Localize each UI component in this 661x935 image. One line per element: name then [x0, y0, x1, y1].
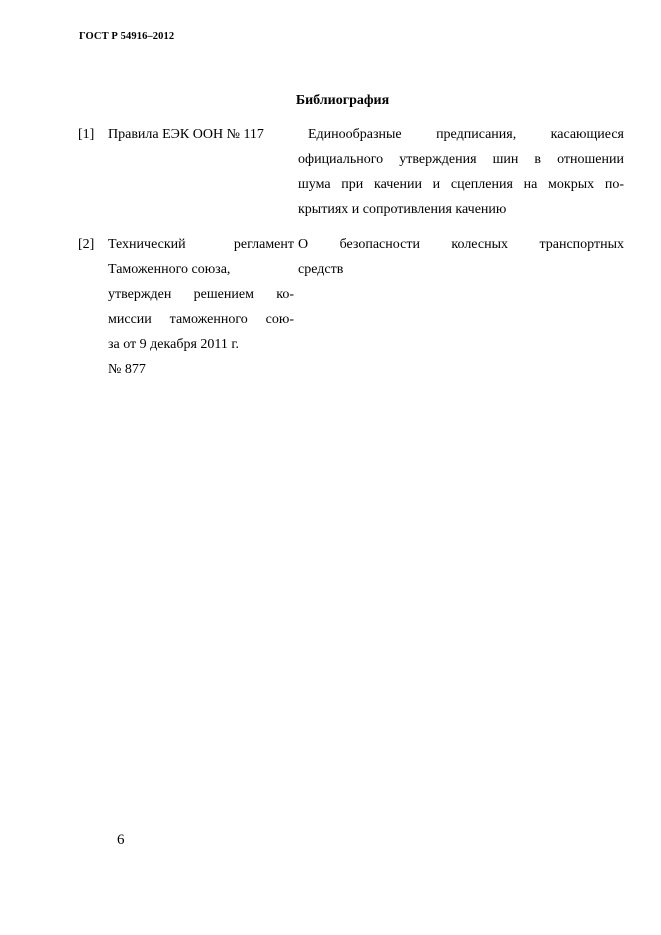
ref-description-2-line: средств: [298, 262, 344, 277]
ref-source-2-line: миссии таможенного сою-: [108, 312, 294, 327]
bibliography-title: Библиография: [295, 93, 390, 108]
ref-description-1-line: шума при качении и сцепления на мокрых по-: [298, 177, 624, 192]
ref-source-2-line: за от 9 декабря 2011 г.: [108, 337, 240, 352]
ref-description-1: [298, 122, 624, 222]
ref-source-2-line: Таможенного союза,: [108, 262, 231, 277]
document-code: ГОСТ Р 54916–2012: [79, 31, 175, 42]
ref-description-2-line: О безопасности колесных транспортных: [298, 237, 624, 252]
ref-number-1: [1]: [78, 127, 95, 142]
ref-description-1-line: официального утверждения шин в отношении: [298, 152, 624, 167]
ref-number-2: [2]: [78, 237, 95, 252]
ref-description-1-line: крытиях и сопротивления качению: [298, 202, 507, 217]
ref-source-2-line: утвержден решением ко-: [108, 287, 294, 302]
ref-source-2: [108, 232, 294, 382]
ref-description-1-line: Единообразные предписания, касающиеся: [308, 127, 624, 142]
ref-source-2-line: Технический регламент: [108, 237, 294, 252]
ref-source-1: [108, 122, 294, 147]
page-number: 6: [117, 832, 125, 848]
ref-source-1-line: Правила ЕЭК ООН № 117: [108, 127, 264, 142]
ref-description-2: [298, 232, 624, 282]
ref-source-2-line: № 877: [108, 362, 146, 377]
